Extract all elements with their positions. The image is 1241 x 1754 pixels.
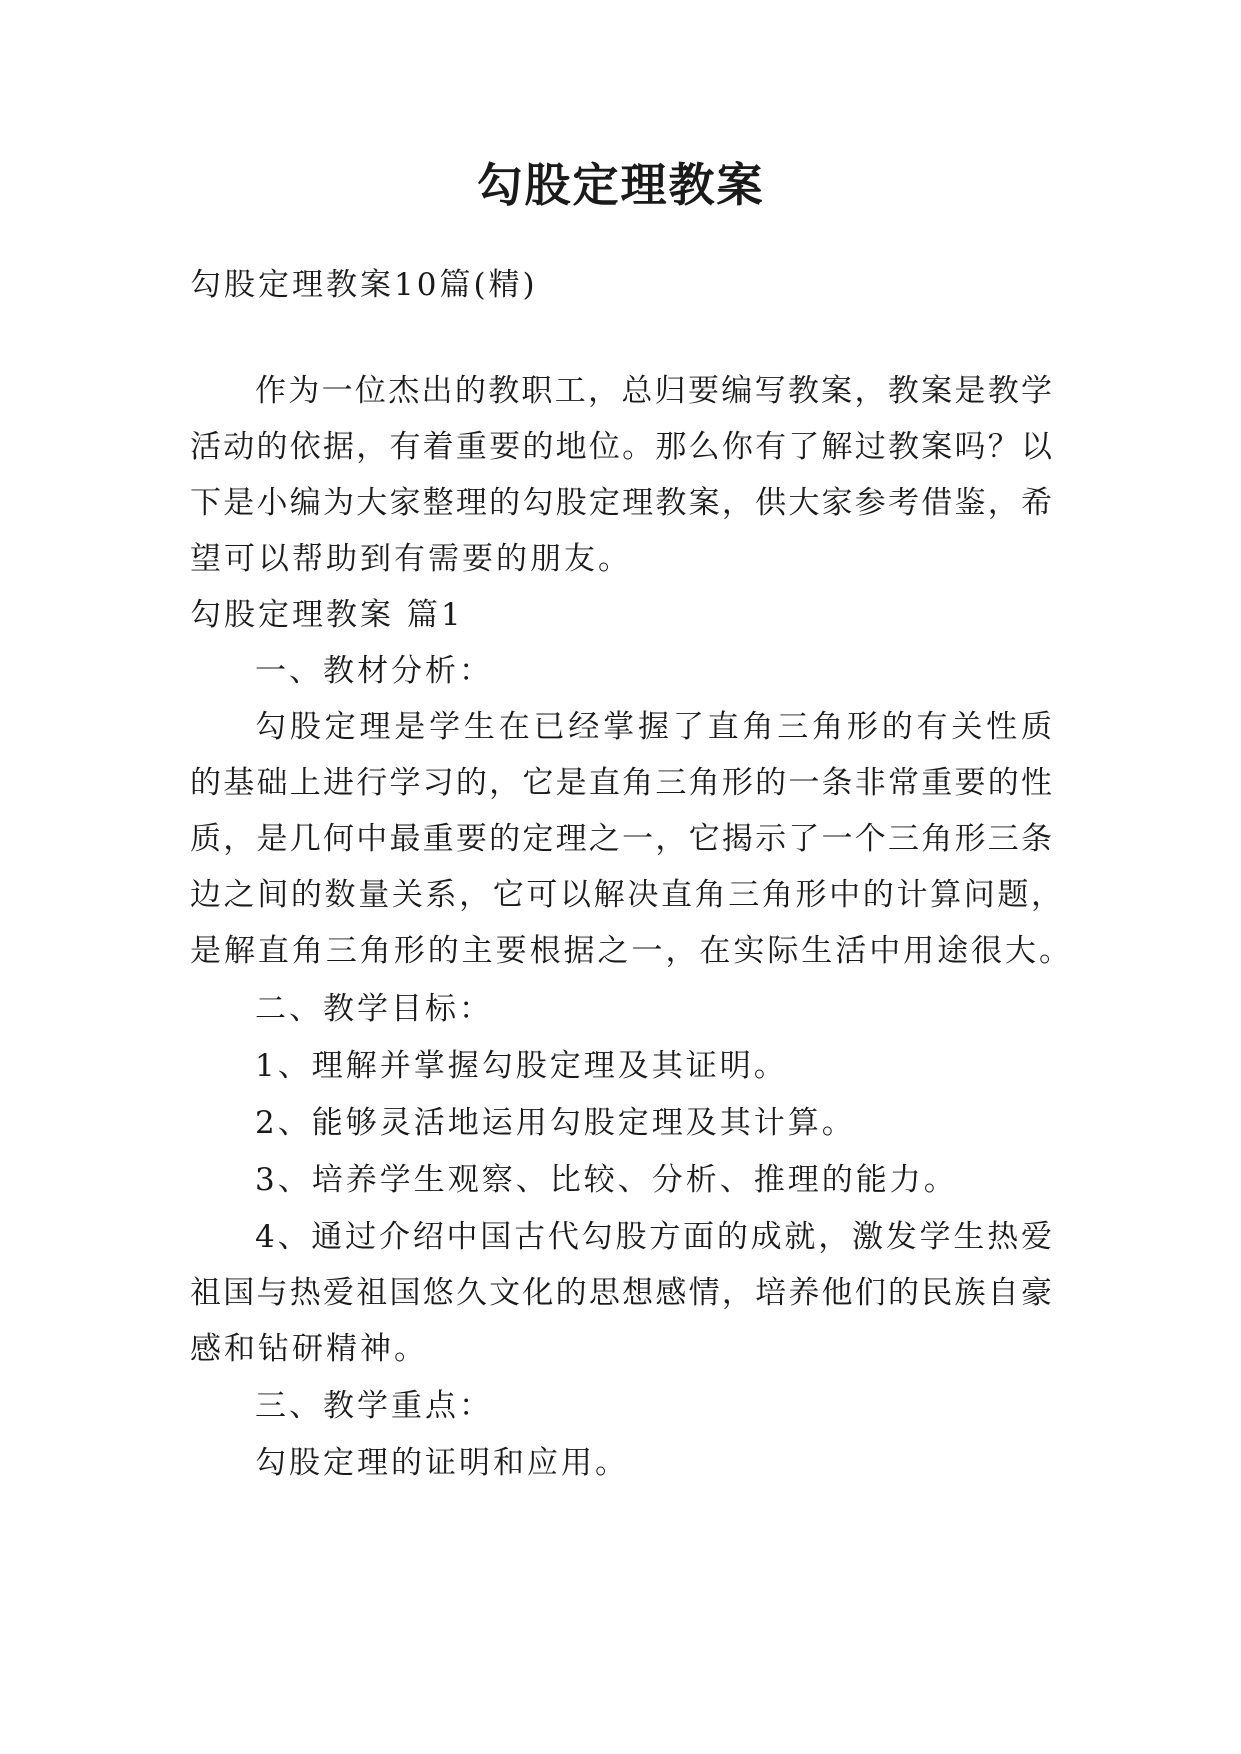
heading-materials-analysis: 一、教材分析： — [255, 653, 493, 689]
goal-item-3: 3、培养学生观察、比较、分析、推理的能力。 — [255, 1162, 958, 1198]
heading-teaching-key-points: 三、教学重点： — [255, 1388, 493, 1424]
goal-item-1: 1、理解并掌握勾股定理及其证明。 — [255, 1048, 788, 1084]
analysis-line-3: 质，是几何中最重要的定理之一，它揭示了一个三角形三条 — [190, 821, 1052, 857]
analysis-line-4: 边之间的数量关系，它可以解决直角三角形中的计算问题， — [190, 877, 1062, 913]
intro-line-2: 活动的依据，有着重要的地位。那么你有了解过教案吗？以 — [190, 429, 1052, 465]
intro-line-1: 作为一位杰出的教职工，总归要编写教案，教案是教学 — [255, 373, 1052, 409]
section-title: 勾股定理教案 篇1 — [190, 597, 464, 633]
key-point-text: 勾股定理的证明和应用。 — [255, 1445, 629, 1481]
goal-item-2: 2、能够灵活地运用勾股定理及其计算。 — [255, 1105, 856, 1141]
document-title: 勾股定理教案 — [476, 158, 765, 212]
analysis-line-1: 勾股定理是学生在已经掌握了直角三角形的有关性质 — [255, 709, 1052, 745]
goal-item-4-line-3: 感和钻研精神。 — [190, 1331, 428, 1367]
intro-line-4: 望可以帮助到有需要的朋友。 — [190, 541, 632, 577]
document-subtitle: 勾股定理教案10篇(精) — [190, 267, 538, 303]
analysis-line-2: 的基础上进行学习的，它是直角三角形的一条非常重要的性 — [190, 765, 1052, 801]
goal-item-4-line-2: 祖国与热爱祖国悠久文化的思想感情，培养他们的民族自豪 — [190, 1275, 1052, 1311]
heading-teaching-goals: 二、教学目标： — [255, 991, 493, 1027]
intro-line-3: 下是小编为大家整理的勾股定理教案，供大家参考借鉴，希 — [190, 485, 1052, 521]
goal-item-4-line-1: 4、通过介绍中国古代勾股方面的成就，激发学生热爱 — [255, 1219, 1052, 1255]
analysis-line-5: 是解直角三角形的主要根据之一，在实际生活中用途很大。 — [190, 933, 1070, 969]
